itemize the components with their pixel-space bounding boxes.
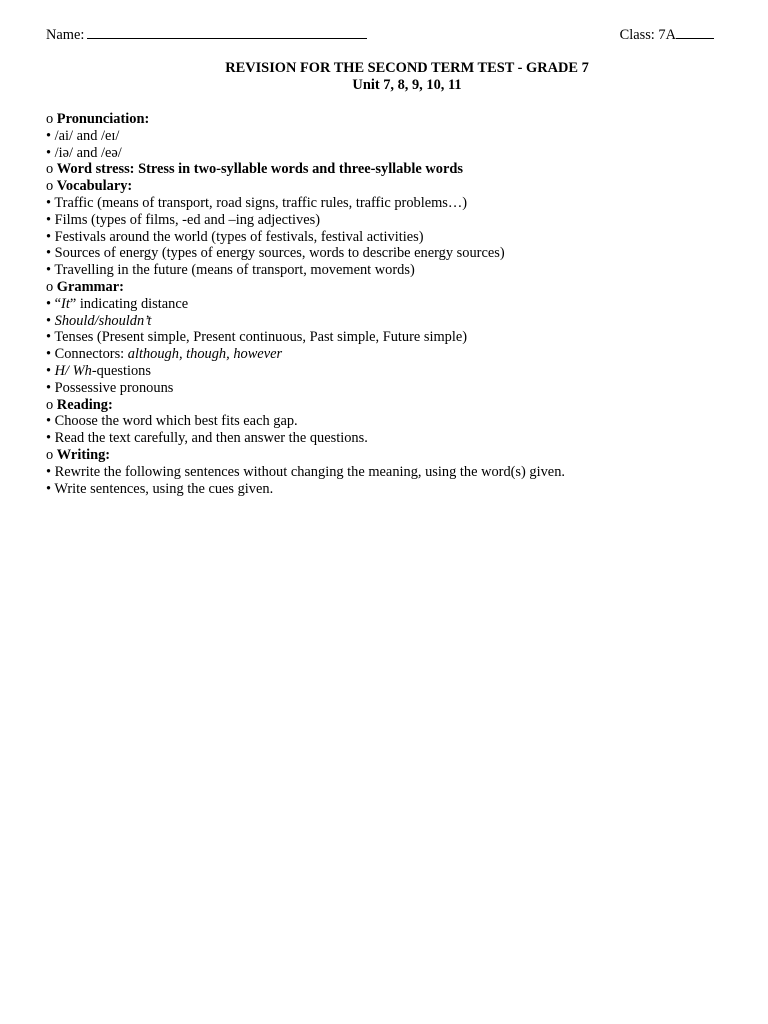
class-field xyxy=(620,26,714,44)
list-item: • “It” indicating distance xyxy=(46,295,189,312)
section-heading-word-stress: o Word stress: Stress in two-syllable words and three-syllable words xyxy=(46,161,463,178)
list-item: • Sources of energy (types of energy sources, words to describe energy sources) xyxy=(46,245,505,262)
section-heading-writing: o Writing: xyxy=(46,446,111,463)
name-blank-line xyxy=(87,26,367,39)
revision-content xyxy=(46,111,726,497)
list-item: • /iə/ and /eə/ xyxy=(46,144,122,161)
title-line-2: Unit 7, 8, 9, 10, 11 xyxy=(352,77,462,93)
header-row xyxy=(46,26,714,44)
name-label: Name: xyxy=(46,27,85,43)
title-line-1: REVISION FOR THE SECOND TERM TEST - GRADE 7 xyxy=(225,60,589,76)
list-item: • Possessive pronouns xyxy=(46,379,174,396)
class-label: Class: 7A xyxy=(619,27,676,43)
document-title xyxy=(0,60,768,94)
list-item: • Should/shouldn’t xyxy=(46,312,152,329)
section-heading-vocabulary: o Vocabulary: xyxy=(46,178,133,195)
section-heading-pronunciation: o Pronunciation: xyxy=(46,111,150,127)
class-blank-line xyxy=(676,26,714,39)
list-item: • Read the text carefully, and then answer the questions. xyxy=(46,430,368,447)
list-item: • Write sentences, using the cues given. xyxy=(46,480,274,497)
name-field xyxy=(46,26,367,44)
list-item: • Traffic (means of transport, road signs, traffic rules, traffic problems…) xyxy=(46,194,468,211)
list-item: • Connectors: although, though, however xyxy=(46,346,283,363)
list-item: • Travelling in the future (means of transport, movement words) xyxy=(46,262,415,279)
list-item: • Festivals around the world (types of festivals, festival activities) xyxy=(46,228,424,245)
list-item: • Rewrite the following sentences without changing the meaning, using the word(s) given. xyxy=(46,463,565,480)
list-item: • /ai/ and /eɪ/ xyxy=(46,127,120,144)
section-heading-reading: o Reading: xyxy=(46,396,113,413)
list-item: • H/ Wh-questions xyxy=(46,362,151,379)
list-item: • Tenses (Present simple, Present continuous, Past simple, Future simple) xyxy=(46,329,468,346)
list-item: • Choose the word which best fits each gap. xyxy=(46,413,298,430)
list-item: • Films (types of films, -ed and –ing adjectives) xyxy=(46,211,321,228)
section-heading-grammar: o Grammar: xyxy=(46,278,124,295)
